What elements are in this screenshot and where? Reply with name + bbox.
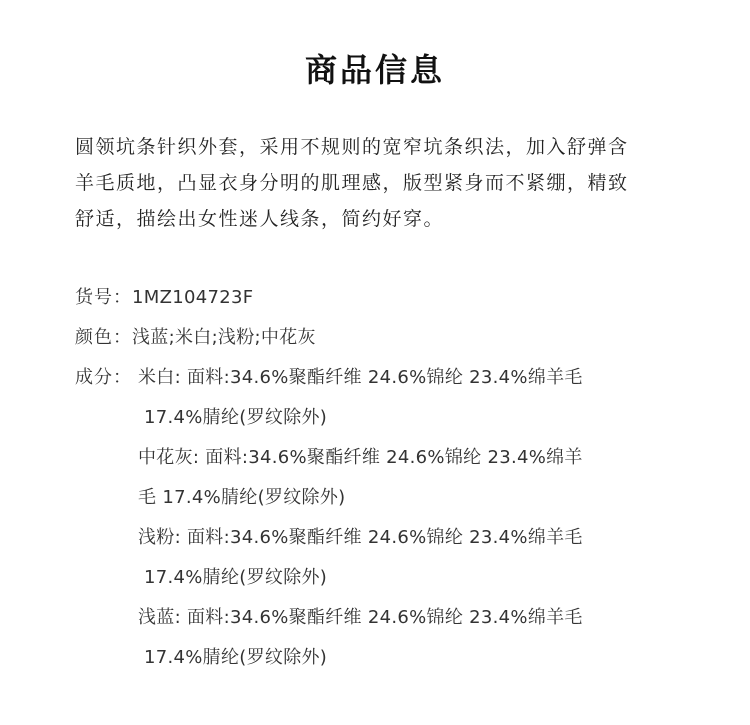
composition-line: 17.4%腈纶(罗纹除外): [144, 647, 328, 668]
page-title: 商品信息: [304, 51, 445, 89]
color-label: 颜色：: [75, 327, 132, 348]
composition-line: 毛 17.4%腈纶(罗纹除外): [138, 487, 346, 508]
sku-value: 1MZ104723F: [132, 287, 254, 308]
composition-item: [138, 438, 658, 518]
sku-row: [75, 278, 695, 318]
color-value: 浅蓝;米白;浅粉;中花灰: [132, 327, 316, 348]
composition-line: 浅粉: 面料:34.6%聚酯纤维 24.6%锦纶 23.4%绵羊毛: [138, 527, 583, 548]
composition-line: 浅蓝: 面料:34.6%聚酯纤维 24.6%锦纶 23.4%绵羊毛: [138, 607, 583, 628]
product-description: [75, 129, 675, 237]
description-line: 羊毛质地，凸显衣身分明的肌理感，版型紧身而不紧绷，精致: [75, 172, 629, 194]
composition-line: 中花灰: 面料:34.6%聚酯纤维 24.6%锦纶 23.4%绵羊: [138, 447, 583, 468]
composition-line: 17.4%腈纶(罗纹除外): [144, 567, 328, 588]
composition-item: [138, 358, 658, 438]
composition-line: 17.4%腈纶(罗纹除外): [144, 407, 328, 428]
description-line: 舒适，描绘出女性迷人线条，简约好穿。: [75, 208, 445, 230]
composition-item: [138, 598, 658, 678]
composition-list: [138, 358, 658, 678]
composition-label: 成分：: [75, 367, 132, 388]
description-line: 圆领坑条针织外套，采用不规则的宽窄坑条织法，加入舒弹含: [75, 136, 629, 158]
color-row: [75, 318, 695, 358]
composition-line: 米白: 面料:34.6%聚酯纤维 24.6%锦纶 23.4%绵羊毛: [138, 367, 583, 388]
composition-item: [138, 518, 658, 598]
sku-label: 货号：: [75, 287, 132, 308]
